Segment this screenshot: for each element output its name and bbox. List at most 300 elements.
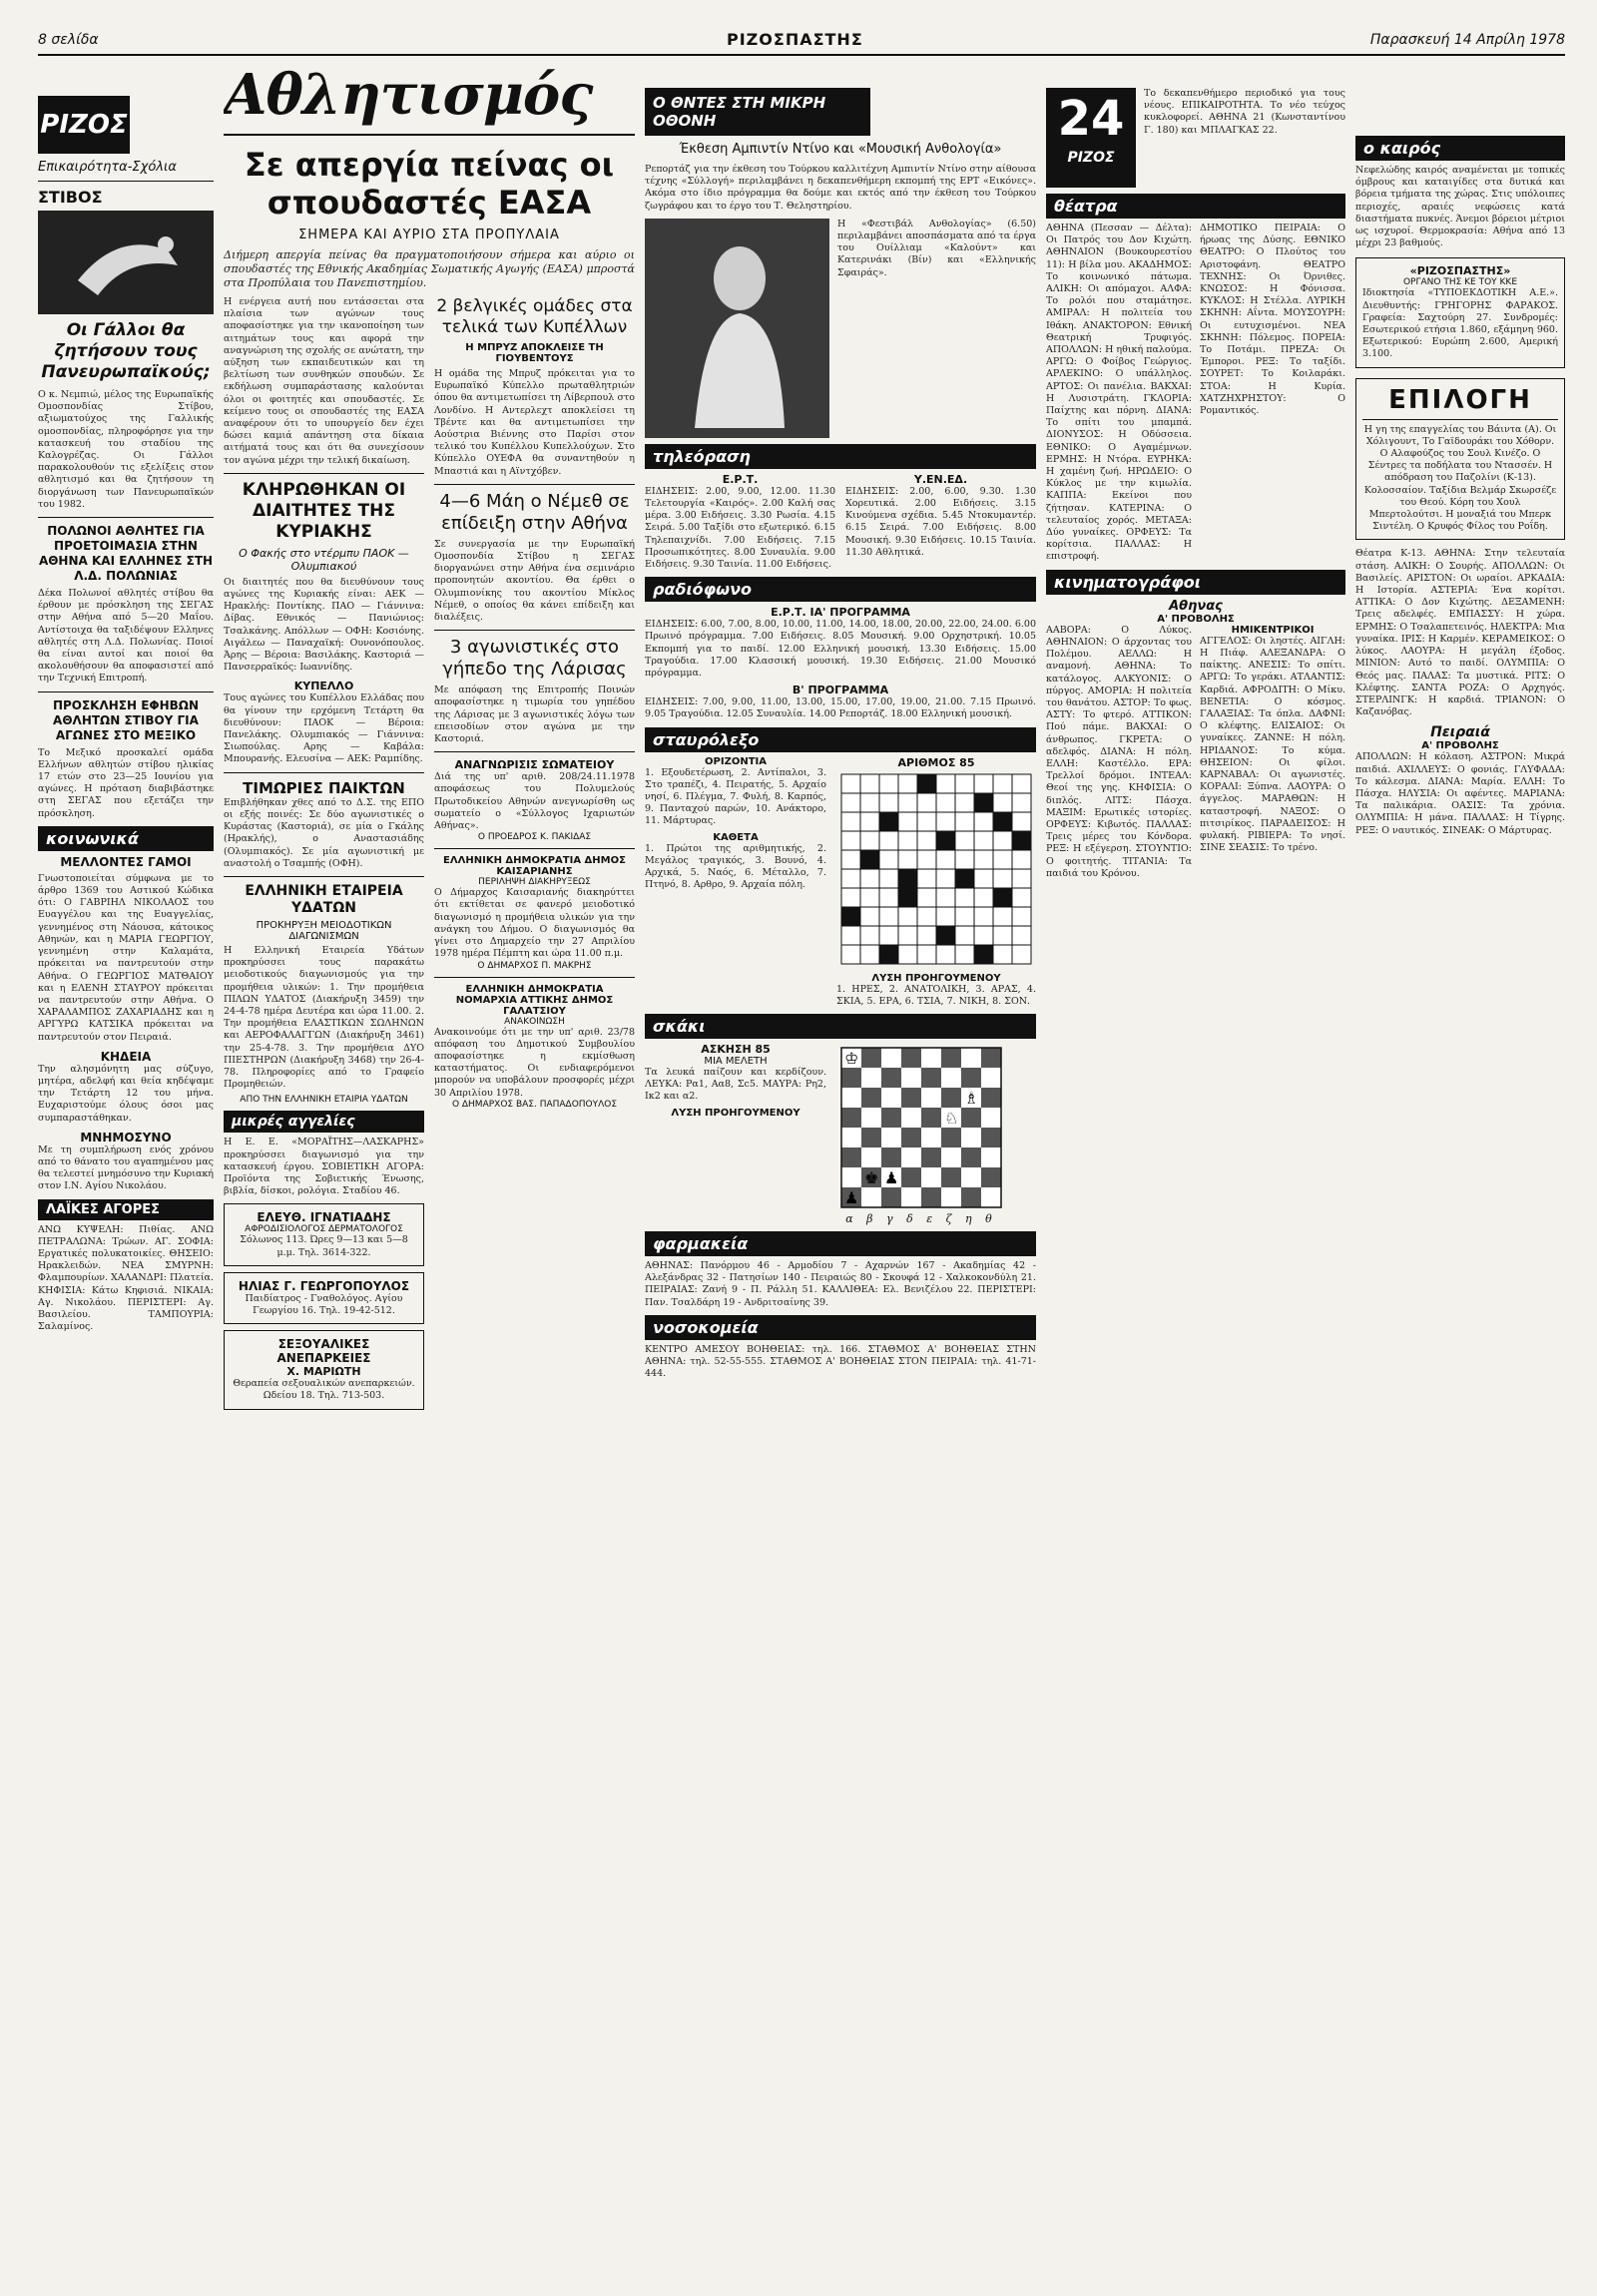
section-bar-cinemas: κινηματογράφοι	[1046, 570, 1345, 595]
cup-body: Τους αγώνες του Κυπέλλου Ελλάδας που θα γίνουν την ερχόμενη Τετάρτη θα διευθύνουν: ΠΑΟΚ — Βέροια: Πανελάκης. Ολυμπιακός — Γιάννινα: Σιωπούλας. Αρης — Καβάλα: Μπουρανής. Ελευσίνα — ΑΕΚ: Ραμπίδης.	[224, 692, 424, 765]
crossword-cell[interactable]	[974, 831, 993, 850]
crossword-cell[interactable]	[993, 850, 1012, 869]
section-bar-pharmacies: φαρμακεία	[645, 1231, 1036, 1256]
crossword-cell[interactable]	[898, 774, 917, 793]
ad-name: ΕΛΕΥΘ. ΙΓΝΑΤΙΑΔΗΣ	[257, 1210, 391, 1225]
crossword-cell[interactable]	[841, 831, 860, 850]
crossword-cell[interactable]	[917, 926, 936, 945]
column-broadcast	[645, 62, 1036, 2275]
chess-square	[841, 1167, 861, 1187]
piraeus-head: Πειραιά	[1430, 724, 1490, 741]
crossword-cell[interactable]	[974, 774, 993, 793]
chess-square	[921, 1187, 941, 1207]
yened-schedule: ΕΙΔΗΣΕΙΣ: 2.00, 6.00, 9.30. 1.30 Χορευτικά. 2.00 Ειδήσεις. 3.15 Κινούμενα σχέδια. 5.45 Ντοκυμαντέρ. 6.15 Σειρά. 7.00 Ειδήσεις. 8.00 Μουσική. 9.30 Ειδήσεις. 10.15 Ταινία. 11.30 Αθλητικά.	[845, 485, 1036, 558]
ad-name: ΗΛΙΑΣ Γ. ΓΕΩΡΓΟΠΟΥΛΟΣ	[238, 1278, 410, 1293]
column-title: ΣΤΙΒΟΣ	[38, 188, 103, 207]
column-sports	[38, 62, 214, 2275]
chess-square	[921, 1148, 941, 1167]
union-sign: Ο ΠΡΟΕΔΡΟΣ Κ. ΠΑΚΙΔΑΣ	[477, 832, 592, 843]
chess-square	[941, 1128, 961, 1148]
crossword-cell[interactable]	[1012, 926, 1031, 945]
section-bar-hospitals: νοσοκομεία	[645, 1315, 1036, 1340]
chess-square	[901, 1108, 921, 1128]
chess-square	[901, 1187, 921, 1207]
section-bar-radio: ραδιόφωνο	[645, 577, 1036, 602]
chess-square	[901, 1167, 921, 1187]
ads-body: Η Ε. Ε. «ΜΟΡΑΪΤΗΣ—ΛΑΣΚΑΡΗΣ» προκηρύσσει διαγωνισμό για την κατασκευή έργου. ΣΟΒΙΕΤΙΚΗ ΑΓΟΡΑ: Προϊόντα της Σοβιετικής Ένωσης, βιβλία, δίσκοι, ρολόγια. Σταδίου 46.	[224, 1137, 424, 1197]
chess-square	[921, 1068, 941, 1088]
water-head: ΕΛΛΗΝΙΚΗ ΕΤΑΙΡΕΙΑ ΥΔΑΤΩΝ	[245, 882, 403, 916]
crossword-cell[interactable]	[936, 774, 955, 793]
memorial-body: Με τη συμπλήρωση ενός χρόνου από το θάνατο του αγαπημένου μας θα τελεστεί μνημόσυνο την Κυριακή στον Ι.Ν. Αγίου Νικολάου.	[38, 1144, 214, 1192]
chess-square	[861, 1187, 881, 1207]
radio-schedule-1: ΕΙΔΗΣΕΙΣ: 6.00, 7.00, 8.00, 10.00, 11.00, 14.00, 18.00, 20.00, 22.00, 24.00. 6.00 Πρωινό πρόγραμμα. 7.00 Ειδήσεις. 8.05 Μουσική. 9.00 Ορχηστρική. 10.05 Εκπομπή για το παιδί. 12.00 Ελληνική μουσική. 13.30 Ειδήσεις. 15.00 Τραγούδια. 17.00 Κλασσική μουσική. 19.30 Ειδήσεις. 21.00 Μουσικό πρόγραμμα.	[645, 619, 1036, 680]
chess-square	[861, 1048, 881, 1068]
main-body: Η ενέργεια αυτή που εντάσσεται στα πλαίσια των αγώνων τους αποφασίστηκε για την ικανοποίηση των αιτημάτων τους και αφορά την αναγνώριση της σχολής σε ανώτατη, την αύξηση των εκπαιδευτικών και τη βελτίωση των συνθηκών σπουδών. Σε εκδήλωση συμπαράστασης καλούνται όλοι οι φοιτητές και σπουδαστές. Σε κείμενο τους οι σπουδαστές της ΕΑΣΑ αναφέρουν ότι το υπουργείο δεν έχει δώσει καμιά απάντηση στα δίκαια αιτήματά τους και ότι θα συνεχίσουν τον αγώνα μέχρι την τελική δικαίωση.	[224, 296, 424, 466]
chess-square	[921, 1048, 941, 1068]
crossword-cell[interactable]	[974, 793, 993, 812]
crossword-cell[interactable]	[917, 869, 936, 888]
crossword-cell[interactable]	[879, 831, 898, 850]
crossword-cell[interactable]	[955, 926, 974, 945]
cinema-first-run: Α' ΠΡΟΒΟΛΗΣ	[1157, 613, 1235, 625]
chess-square	[861, 1088, 881, 1108]
belgian-sub: Η ΜΠΡΥΖ ΑΠΟΚΛΕΙΣΕ ΤΗ ΓΙΟΥΒΕΝΤΟΥΣ	[465, 342, 604, 364]
channel-yened: Υ.ΕΝ.ΕΔ.	[913, 472, 968, 486]
chess-square	[881, 1128, 901, 1148]
crossword-cell[interactable]	[936, 869, 955, 888]
athlete-photo	[38, 211, 214, 314]
nemeth-head: 4—6 Μάη ο Νέμεθ σε επίδειξη στην Αθήνα	[439, 490, 630, 534]
column-theatres	[1046, 62, 1345, 2275]
larissa-head: 3 αγωνιστικές στο γήπεδο της Λάρισας	[442, 637, 627, 681]
crossword-cell[interactable]	[898, 926, 917, 945]
chess-square	[941, 1068, 961, 1088]
galatsi-sub: ΑΝΑΚΟΙΝΩΣΗ	[504, 1016, 565, 1027]
crossword-cell[interactable]	[955, 831, 974, 850]
ad-specialty: ΑΦΡΟΔΙΣΙΟΛΟΓΟΣ ΔΕΡΜΑΤΟΛΟΓΟΣ	[245, 1224, 403, 1235]
crossword-cell[interactable]	[898, 812, 917, 831]
chess-square	[881, 1108, 901, 1128]
chess-square	[841, 1068, 861, 1088]
crossword-cell[interactable]	[879, 812, 898, 831]
crossword-cell[interactable]	[917, 850, 936, 869]
galatsi-sign: Ο ΔΗΜΑΡΧΟΣ ΒΑΣ. ΠΑΠΑΔΟΠΟΥΛΟΣ	[451, 1099, 618, 1110]
chess-square	[841, 1088, 861, 1108]
masthead-box	[1355, 257, 1565, 367]
section-bar-theatres: θέατρα	[1046, 194, 1345, 219]
radio-schedule-2: ΕΙΔΗΣΕΙΣ: 7.00, 9.00, 11.00, 13.00, 15.00, 17.00, 19.00, 21.00. 7.15 Πρωινό. 9.05 Τραγούδια. 12.05 Συναυλία. 14.00 Ρεπορτάζ. 18.00 Ελληνική μουσική.	[645, 696, 1036, 720]
chess-study: ΜΙΑ ΜΕΛΕΤΗ	[704, 1056, 768, 1068]
crossword-cell[interactable]	[936, 945, 955, 964]
chess-piece: ♗	[964, 1089, 979, 1109]
magazine-number: 24	[1057, 91, 1125, 147]
crossword-cell[interactable]	[936, 812, 955, 831]
crossword-cell[interactable]	[879, 850, 898, 869]
chess-exercise: ΑΣΚΗΣΗ 85	[701, 1043, 771, 1057]
crossword-cell[interactable]	[1012, 774, 1031, 793]
chess-square	[941, 1187, 961, 1207]
chess-solution: ΛΥΣΗ ΠΡΟΗΓΟΥΜΕΝΟΥ	[671, 1107, 800, 1119]
article-body: Δέκα Πολωνοί αθλητές στίβου θα έρθουν με πρόσκληση της ΣΕΓΑΣ στην Αθήνα από 5—20 Μαΐου. Αντίστοιχα θα ταξιδέψουν Ελληνες αθλητές στη Λ.Δ. Πολωνίας. Ποιοί θα είναι αυτοί και ποιοί θα ακολουθήσουν θα αποφασιστεί από την Τεχνική Επιτροπή.	[38, 588, 214, 685]
cinema-city: Αθηνας	[1169, 598, 1223, 614]
section-bar-weather: ο καιρός	[1355, 136, 1565, 161]
column-students	[224, 62, 635, 2275]
chess-square	[981, 1187, 1001, 1207]
crossword-cell[interactable]	[974, 907, 993, 926]
section-bar-tv: τηλεόραση	[645, 444, 1036, 469]
singer-photo	[645, 219, 829, 438]
crossword-cell[interactable]	[936, 907, 955, 926]
crossword-cell[interactable]	[841, 869, 860, 888]
chess-square	[941, 1167, 961, 1187]
radio-program-2: Β' ΠΡΟΓΡΑΜΜΑ	[792, 684, 889, 697]
crossword-cell[interactable]	[860, 869, 879, 888]
chess-square	[961, 1187, 981, 1207]
high-jumper-image	[38, 211, 214, 314]
crossword-cell[interactable]	[955, 907, 974, 926]
crossword-cell[interactable]	[955, 774, 974, 793]
chess-square	[901, 1048, 921, 1068]
crossword-cell[interactable]	[993, 793, 1012, 812]
crossword-cell[interactable]	[1012, 945, 1031, 964]
down-label: ΚΑΘΕΤΑ	[713, 831, 759, 843]
radio-program-1: Ε.Ρ.Τ. ΙΑ' ΠΡΟΓΡΑΜΜΑ	[771, 606, 910, 620]
social-body: Γνωστοποιείται σύμφωνα με το άρθρο 1369 του Αστικού Κώδικα ότι: Ο ΓΑΒΡΙΗΛ ΝΙΚΟΛΑΟΣ του Ευαγγέλου και της Ευαγγελίας, γεννημένος στη Νάουσα, κάτοικος Αθηνών, και η ΜΑΡΙΑ ΓΕΩΡΓΙΟΥ, γεννημένη στην Καλαμάτα, πρόκειται να παντρευτούν στην Αθήνα. Ο ΓΕΩΡΓΙΟΣ ΜΑΤΘΑΙΟΥ και η ΕΛΕΝΗ ΣΤΑΥΡΟΥ πρόκειται να παντρευτούν στην Αθήνα. Ο ΧΑΡΑΛΑΜΠΟΣ ΖΑΧΑΡΙΑΔΗΣ και η ΑΡΓΥΡΩ ΚΑΤΣΙΚΑ πρόκειται να παντρευτούν στον Πειραιά.	[38, 872, 214, 1043]
crossword-cell[interactable]	[1012, 793, 1031, 812]
crossword-cell[interactable]	[936, 926, 955, 945]
crossword-cell[interactable]	[993, 831, 1012, 850]
crossword-cell[interactable]	[936, 888, 955, 907]
across-label: ΟΡΙΖΟΝΤΙΑ	[705, 755, 767, 767]
cup-head: ΚΥΠΕΛΛΟ	[293, 680, 354, 693]
chess-square	[841, 1128, 861, 1148]
ad-body: Θεραπεία σεξουαλικών ανεπαρκειών. Ωδείου 18. Τηλ. 713-503.	[233, 1378, 415, 1402]
crossword-cell[interactable]	[993, 812, 1012, 831]
crossword-cell[interactable]	[841, 850, 860, 869]
crossword-cell[interactable]	[860, 831, 879, 850]
section-bar-markets: ΛΑΪΚΕΣ ΑΓΟΡΕΣ	[38, 1199, 214, 1220]
main-subhead: ΣΗΜΕΡΑ ΚΑΙ ΑΥΡΙΟ ΣΤΑ ΠΡΟΠΥΛΑΙΑ	[298, 228, 560, 242]
referee-body: Οι διαιτητές που θα διευθύνουν τους αγώνες της Κυριακής είναι: ΑΕΚ — Ηρακλής: Ποντίκης. ΠΑΟ — Γιάννινα: Δίβας. Εθνικός — Πανιώνιος: Τσαλκάνης. Απόλλων — ΟΦΗ: Κοσιόνης. Αιγάλεω — Παναχαϊκή: Ουνονόπουλος. Άρης — Βέροια: Βασιλάκης. Καστοριά — Πανσερραϊκός: Ιωαννίδης.	[224, 576, 424, 674]
crossword-cell[interactable]	[898, 907, 917, 926]
crossword-cell[interactable]	[898, 945, 917, 964]
crossword-cell[interactable]	[898, 793, 917, 812]
crossword-cell[interactable]	[917, 907, 936, 926]
crossword-cell[interactable]	[879, 945, 898, 964]
chess-square	[941, 1148, 961, 1167]
crossword-cell[interactable]	[936, 831, 955, 850]
chess-square	[981, 1128, 1001, 1148]
crossword-cell[interactable]	[917, 793, 936, 812]
chess-square	[921, 1128, 941, 1148]
magazine-logo: ΡΙΖΟΣ	[1067, 150, 1115, 166]
crossword-cell[interactable]	[936, 793, 955, 812]
piraeus-listings: ΑΠΟΛΛΩΝ: Η κόλαση. ΑΣΤΡΟΝ: Μικρά παιδιά. ΑΧΙΛΛΕΥΣ: Ο φονιάς. ΓΛΥΦΑΔΑ: Το κάλεσμα. ΔΙΑΝΑ: Μαρία. ΕΛΛΗ: Το Πάσχα. ΗΛΥΣΙΑ: Οι αφέντες. ΜΑΡΙΑΝΑ: Τα παλικάρια. ΟΑΣΙΣ: Τα χρόνια. ΟΛΥΜΠΙΑ: Η μάνα. ΠΑΛΛΑΣ: Η Τίγρης. ΡΕΞ: Ο ναυτικός. ΣΙΝΕΑΚ: Ο Μάρτυρας.	[1355, 751, 1565, 836]
crossword-cell[interactable]	[1012, 831, 1031, 850]
social-head: ΜΕΛΛΟΝΤΕΣ ΓΑΜΟΙ	[60, 854, 192, 869]
union-body: Διά της υπ' αριθ. 208/24.11.1978 αποφάσεως του Πολυμελούς Πρωτοδικείου Αθηνών ανεγνωρίσθη ως σωματείο ο «Σύλλογος Ιχαριωτών Αθήνας».	[434, 771, 635, 832]
chess-text: Τα λευκά παίζουν και κερδίζουν. ΛΕΥΚΑ: Ρα1, Αα8, Σc5. ΜΑΥΡΑ: Ρη2, Ικ2 και α2.	[645, 1067, 826, 1103]
crossword-cell[interactable]	[841, 945, 860, 964]
crossword-cell[interactable]	[974, 812, 993, 831]
crossword-cell[interactable]	[898, 850, 917, 869]
newspaper-page	[38, 30, 1565, 2275]
crossword-cell[interactable]	[974, 926, 993, 945]
chess-square	[961, 1148, 981, 1167]
crossword-cell[interactable]	[841, 812, 860, 831]
crossword-cell[interactable]	[955, 793, 974, 812]
selection-title: ΕΠΙΛΟΓΗ	[1362, 385, 1558, 420]
section-banner: Αθλητισμός	[224, 62, 593, 128]
photo-caption: Η «Φεστιβάλ Ανθολογίας» (6.50) περιλαμβάνει αποσπάσματα από τα έργα του Ουίλλιαμ «Καλούντ» και Κατερινάκι (Βίν) και «Ελληνικής Σφαιράς».	[837, 218, 1036, 278]
crossword-cell[interactable]	[879, 926, 898, 945]
cinema-listings-3: Θέατρα Κ-13. ΑΘΗΝΑ: Στην τελευταία στάση. ΑΛΙΚΗ: Ο Σουρής. ΑΠΟΛΛΩΝ: Οι Βασιλείς. ΑΡΙΣΤΟΝ: Οι ωραίοι. ΑΡΚΑΔΙΑ: Η Ιστορία. ΑΣΤΕΡΙΑ: Ένα κορίτσι. ΑΤΤΙΚΑ: Ο Δον Κιχώτης. ΔΕΞΑΜΕΝΗ: Τρεις αδελφές. ΕΜΠΑΣΣΥ: Η χώρα. ΕΡΜΗΣ: Ο Τσαλαπετεινός. ΗΛΕΚΤΡΑ: Μια γυναίκα. ΙΡΙΣ: Η Καρμέν. ΚΕΡΑΜΕΙΚΟΣ: Ο λύκος. ΛΑΟΥΡΑ: Η μεγάλη έξοδος. ΜΙΝΙΟΝ: Αυτό το παιδί. ΟΛΥΜΠΙΑ: Ο Θεός μας. ΠΑΛΑΣ: Τα μυστικά. ΡΙΤΣ: Ο Κλέφτης. ΣΑΝΤΑ ΡΟΖΑ: Ο Αρχηγός. ΣΤΕΡΛΙΝΓΚ: Η καρδιά. ΤΡΙΑΝΟΝ: Ο Καζανόβας.	[1355, 548, 1565, 718]
crossword-cell[interactable]	[860, 926, 879, 945]
nemeth-body: Σε συνεργασία με την Ευρωπαϊκή Ομοσπονδία Στίβου η ΣΕΓΑΣ διοργανώνει στην Αθήνα ένα σεμινάριο προπονητών ακοντίου. Θα έρθει ο Ολυμπιονίκης του ακοντίου Μίκλος Νέμεθ, ο οποίος θα κάνει επίδειξη και διαλέξεις.	[434, 538, 635, 624]
rizos-logo: ΡΙΖΟΣ	[38, 96, 130, 154]
water-sign: ΑΠΟ ΤΗΝ ΕΛΛΗΝΙΚΗ ΕΤΑΙΡΙΑ ΥΔΑΤΩΝ	[240, 1095, 408, 1106]
chess-square	[921, 1108, 941, 1128]
crossword-cell[interactable]	[955, 812, 974, 831]
crossword-cell[interactable]	[917, 945, 936, 964]
chess-square	[921, 1088, 941, 1108]
crossword-cell[interactable]	[841, 793, 860, 812]
chess-square	[901, 1068, 921, 1088]
chess-square	[981, 1068, 1001, 1088]
crossword-cell[interactable]	[993, 869, 1012, 888]
crossword-grid[interactable]	[836, 769, 1036, 969]
chess-square	[921, 1167, 941, 1187]
cinema-listings-2: ΑΓΓΕΛΟΣ: Οι ληστές. ΑΙΓΛΗ: Η Πιάφ. ΑΛΕΞΑΝΔΡΑ: Ο παίκτης. ΑΝΕΣΙΣ: Το σπίτι. ΑΡΓΩ: Το γεράκι. ΑΤΛΑΝΤΙΣ: Καρδιά. ΑΦΡΟΔΙΤΗ: Ο Μίκυ. ΒΕΝΕΤΙΑ: Ο κόσμος. ΓΑΛΑΞΙΑΣ: Τα όπλα. ΔΑΦΝΙ: Ο κλέφτης. ΕΛΙΣΑΙΟΣ: Οι γυναίκες. ΖΑΝΝΕ: Η πόλη. ΗΡΙΔΑΝΟΣ: Το κύμα. ΘΗΣΕΙΟΝ: Οι φίλοι. ΚΑΡΝΑΒΑΛ: Οι αγωνιστές. ΚΟΡΑΛΙ: Ξύπνα. ΛΑΟΥΡΑ: Ο άγγελος. ΜΑΡΑΘΩΝ: Η καταστροφή. ΝΑΞΟΣ: Ο πιτσιρίκος. ΠΑΡΑΔΕΙΣΟΣ: Η φυλακή. ΡΙΒΙΕΡΑ: Το νησί. ΣΙΝΕ ΣΕΑΣΙΣ: Το τρένο.	[1200, 635, 1345, 854]
chess-square	[981, 1167, 1001, 1187]
belgian-head: 2 βελγικές ομάδες στα τελικά των Κυπέλλων	[436, 296, 633, 337]
water-body: Η Ελληνική Εταιρεία Υδάτων προκηρύσσει τους παρακάτω μειοδοτικούς διαγωνισμούς για την προμήθεια υλικών: 1. Την προμήθεια ΠΙΛΩΝ ΥΔΑΤΟΣ (Διακήρυξη 3459) την 24-4-78 ημέρα Δευτέρα και ώρα 11.00. 2. Την προμήθεια ΕΛΑΣΤΙΚΩΝ ΣΩΛΗΝΩΝ και ΑΕΡΟΦΑΛΑΓΓΩΝ (Διακήρυξη 3461) την 25-4-78. 3. Την προμήθεια ΔΥΟ ΠΙΕΣΤΗΡΩΝ (Διακήρυξη 3468) την 26-4-78. Πληροφορίες από το Γραφείο Προμηθειών.	[224, 944, 424, 1091]
crossword-cell[interactable]	[936, 850, 955, 869]
chess-square	[881, 1088, 901, 1108]
crossword-cell[interactable]	[1012, 869, 1031, 888]
crossword-cell[interactable]	[879, 888, 898, 907]
ad-name: ΣΕΞΟΥΑΛΙΚΕΣ ΑΝΕΠΑΡΚΕΙΕΣ	[276, 1337, 371, 1366]
crossword-cell[interactable]	[974, 945, 993, 964]
crossword-cell[interactable]	[993, 926, 1012, 945]
chess-piece: ♟	[884, 1168, 899, 1188]
chess-square	[981, 1048, 1001, 1068]
crossword-cell[interactable]	[993, 888, 1012, 907]
chess-square	[881, 1068, 901, 1088]
crossword-cell[interactable]	[1012, 907, 1031, 926]
chess-square	[901, 1128, 921, 1148]
chess-square	[961, 1048, 981, 1068]
article-headline-gallic: Οι Γάλλοι θα ζητήσουν τους Πανευρωπαϊκούς;	[41, 320, 211, 382]
crossword-cell[interactable]	[974, 850, 993, 869]
weather-forecast: Νεφελώδης καιρός αναμένεται με τοπικές όμβρους και καταιγίδες στα δυτικά και βόρεια τμήματα της χώρας. Στις υπόλοιπες περιοχές, αραιές νεφώσεις κατά διαστήματα πυκνές. Άνεμοι βόρειοι μέτριοι ως ισχυροί. Θερμοκρασία: Αθήνα από 13 μέχρι 23 βαθμούς.	[1355, 165, 1565, 249]
crossword-cell[interactable]	[917, 831, 936, 850]
section-bar-social: κοινωνικά	[38, 826, 214, 851]
crossword-cell[interactable]	[917, 888, 936, 907]
belgian-body: Η ομάδα της Μπρυζ πρόκειται για το Ευρωπαϊκό Κύπελλο πρωταθλητριών όπου θα αντιμετωπίσει τη Λίβερπουλ στο Λονδίνο. Η Αντερλεχτ αποκλείσει τη Τβέντε και θα αντιμετωπίσει την Αούστρια Βιέννης στο Παρίσι στον τελικό του Κυπέλλου Κυπελλούχων. Στο Κύπελλο ΟΥΕΦΑ θα συναντηθούν η Μπαστιά και η Αϊντχόβεν.	[434, 368, 635, 477]
chess-square	[941, 1088, 961, 1108]
chess-square	[961, 1128, 981, 1148]
crossword-cell[interactable]	[898, 831, 917, 850]
column-weather	[1355, 62, 1565, 2275]
crossword-cell[interactable]	[860, 888, 879, 907]
galatsi-head: ΕΛΛΗΝΙΚΗ ΔΗΜΟΚΡΑΤΙΑ ΝΟΜΑΡΧΙΑ ΑΤΤΙΚΗΣ ΔΗΜΟΣ ΓΑΛΑΤΣΙΟΥ	[455, 983, 614, 1017]
tv-feature-body: Ρεπορτάζ για την έκθεση του Τούρκου καλλιτέχνη Αμπιντίν Ντίνο στην αίθουσα τέχνης «Σύλλογή» περιλαμβάνει η δεκαπενθήμερη εκπομπή της ΕΡΤ «Εικόνες». Ακόμα στο ίδιο πρόγραμμα θα δούμε και εκτός από την έκθεση του Τούρκου ζωγράφου και το έργο του Τ. Θεληστηρίου.	[645, 164, 1036, 212]
crossword-cell[interactable]	[974, 869, 993, 888]
chess-piece: ♟	[844, 1188, 859, 1208]
chess-square	[961, 1068, 981, 1088]
chess-piece: ♚	[864, 1168, 879, 1188]
chess-square	[881, 1187, 901, 1207]
crossword-cell[interactable]	[1012, 888, 1031, 907]
theatre-listings-1: ΑΘΗΝΑ (Πεσσαν — Δέλτα): Οι Πατρός του Δον Κιχώτη. ΑΘΗΝΑΙΟΝ (Βουκουρεστίου 11): Η βίλα μου. ΑΚΑΔΗΜΟΣ: Το κοινωνικό πάτωμα. ΑΛΙΚΗ: Οι απόμαχοι. ΑΛΦΑ: Το ρολόι που σταμάτησε. ΑΜΙΡΑΛ: Η πολιτεία του Ιθάκη. ΑΝΑΚΤΟΡΟΝ: Εθνική Θεατρική Τρυφιγός. ΑΠΟΛΛΩΝ: Η ηθική παλούμα. ΑΡΓΩ: Ο Φοίβος Γεώργιος. ΑΡΛΕΚΙΝΟ: Ο υπάλληλος. ΑΡΤΟΣ: Οι πανέλια. ΒΑΚΧΑΙ: Η Λυσιστράτη. ΓΚΛΟΡΙΑ: Παίχτης και πόρνη. ΔΙΑΝΑ: Το σπίτι του μπαμπά. ΔΙΟΝΥΣΟΣ: Η Οδύσσεια. ΕΘΝΙΚΟ: Ο Αγαμέμνων. ΕΡΜΗΣ: Η Ντόρα. ΕΥΡΗΚΑ: Η χαμένη ζωή. ΗΡΩΔΕΙΟ: Ο Κύκλος με την κιμωλία. ΚΑΠΠΑ: Εκείνοι που ζήτησαν. ΚΑΤΕΡΙΝΑ: Ο τελευταίος χορός. ΜΕΤΑΞΑ: Δύο γυναίκες. ΟΡΦΕΥΣ: Τα κορίτσια. ΠΑΛΛΑΣ: Η επιστροφή.	[1046, 223, 1192, 563]
magazine-ad: Το δεκαπενθήμερο περιοδικό για τους νέους. ΕΠΙΚΑΙΡΟΤΗΤΑ. Το νέο τεύχος κυκλοφορεί. ΑΘΗΝΑ 21 (Κωνσταντίνου Γ. 180) και ΜΠΛΑΓΚΑΣ 22.	[1144, 88, 1345, 136]
municipality-sub: ΠΕΡΙΛΗΨΗ ΔΙΑΚΗΡΥΞΕΩΣ	[478, 877, 591, 888]
crossword-cell[interactable]	[898, 888, 917, 907]
article-headline-polish: ΠΟΛΩΝΟΙ ΑΘΛΗΤΕΣ ΓΙΑ ΠΡΟΕΤΟΙΜΑΣΙΑ ΣΤΗΝ ΑΘΗΝΑ ΚΑΙ ΕΛΛΗΝΕΣ ΣΤΗ Λ.Δ. ΠΟΛΩΝΙΑΣ	[38, 524, 214, 584]
page-number: 8 σελίδα	[38, 32, 99, 48]
crossword-cell[interactable]	[917, 774, 936, 793]
markets-body: ΑΝΩ ΚΥΨΕΛΗ: Πιθίας. ΑΝΩ ΠΕΤΡΑΛΩΝΑ: Τρώων. ΑΓ. ΣΟΦΙΑ: Εργατικές πολυκατοικίες. ΘΗΣΕΙΟ: Ηρακλειδών. ΝΕΑ ΣΜΥΡΝΗ: Φλαμπουρίων. ΧΑΛΑΝΔΡΙ: Πλατεία. ΚΗΦΙΣΙΑ: Κάτω Κηφισιά. ΝΙΚΑΙΑ: Αγ. Νικολάου. ΠΕΡΙΣΤΕΡΙ: Αγ. Βασιλείου. ΤΑΜΠΟΥΡΙΑ: Σαλαμίνος.	[38, 1223, 214, 1333]
chess-square	[881, 1048, 901, 1068]
crossword-cell[interactable]	[860, 774, 879, 793]
article-body: Το Μεξικό προσκαλεί ομάδα Ελλήνων αθλητών στίβου ηλικίας 17 ετών στο 23—25 Ιουνίου για αγώνες. Η πρόταση διαβιβάστηκε στη ΣΕΓΑΣ που εξετάζει την πρόσκληση.	[38, 746, 214, 819]
crossword-cell[interactable]	[955, 945, 974, 964]
ad-box-doctor	[224, 1203, 424, 1265]
chess-square	[861, 1128, 881, 1148]
tv-feature-title: Έκθεση Αμπιντίν Ντίνο και «Μουσική Ανθολογία»	[679, 142, 1002, 157]
chess-square	[901, 1088, 921, 1108]
municipality-body: Ο Δήμαρχος Καισαριανής διακηρύττει ότι εκτίθεται σε φανερό μειοδοτικό διαγωνισμό η προμήθεια υλικών για την ανάγκη του Δήμου. Ο διαγωνισμός θα γίνει στο Δημαρχείο την 27 Απριλίου 1978 ημέρα Πέμπτη και ώρα 11.00 π.μ.	[434, 887, 635, 960]
chess-piece: ♘	[944, 1109, 959, 1129]
crossword-cell[interactable]	[879, 907, 898, 926]
crossword-cell[interactable]	[860, 907, 879, 926]
chess-square	[981, 1088, 1001, 1108]
crossword-cell[interactable]	[993, 907, 1012, 926]
referee-sub: Ο Φακής στο ντέρμπυ ΠΑΟΚ — Ολυμπιακού	[239, 546, 409, 573]
chess-square	[861, 1068, 881, 1088]
hospitals-list: ΚΕΝΤΡΟ ΑΜΕΣΟΥ ΒΟΗΘΕΙΑΣ: τηλ. 166. ΣΤΑΘΜΟΣ Α' ΒΟΗΘΕΙΑΣ ΣΤΗΝ ΑΘΗΝΑ: τηλ. 52-55-555. ΣΤΑΘΜΟΣ Α' ΒΟΗΘΕΙΑΣ ΣΤΟΝ ΠΕΙΡΑΙΑ: τηλ. 41-71-444.	[645, 1343, 1036, 1380]
funeral-head: ΚΗΔΕΙΑ	[100, 1049, 152, 1064]
pharmacies-list: ΑΘΗΝΑΣ: Πανόρμου 46 - Αρμοδίου 7 - Αχαρνών 167 - Ακαδημίας 42 - Αλεξάνδρας 32 - Πατησίων 140 - Πειραιώς 80 - Σκουφά 12 - Χαλκοκονδύλη 21. ΠΕΙΡΑΙΑΣ: Ζανή 9 - Π. Ράλλη 51. ΚΑΛΛΙΘΕΑ: Ελ. Βενιζέλου 22. ΠΕΡΙΣΤΕΡΙ: Παν. Τσαλδάρη 19 - Ανδριτσαίνης 39.	[645, 1260, 1036, 1308]
crossword-cell[interactable]	[1012, 812, 1031, 831]
ad-box-clinic	[224, 1330, 424, 1409]
main-lead: Διήμερη απεργία πείνας θα πραγματοποιήσουν σήμερα και αύριο οι σπουδαστές της Εθνικής Ακαδημίας Σωματικής Αγωγής (ΕΑΣΑ) μπροστά στα Προπύλαια του Πανεπιστημίου.	[224, 248, 635, 289]
crossword-cell[interactable]	[860, 793, 879, 812]
chess-square	[841, 1148, 861, 1167]
ad-body: Σόλωνος 113. Ώρες 9—13 και 5—8 μ.μ. Τηλ. 3614-322.	[240, 1234, 408, 1258]
chess-square	[981, 1148, 1001, 1167]
crossword-cell[interactable]	[841, 926, 860, 945]
crossword-cell[interactable]	[879, 774, 898, 793]
masthead-name: «ΡΙΖΟΣΠΑΣΤΗΣ»	[1409, 264, 1511, 278]
municipality-sign: Ο ΔΗΜΑΡΧΟΣ Π. ΜΑΚΡΗΣ	[477, 960, 592, 971]
chess-square	[881, 1148, 901, 1167]
chess-square	[961, 1108, 981, 1128]
main-headline: Σε απεργία πείνας οι σπουδαστές ΕΑΣΑ	[244, 146, 615, 222]
theatre-listings-2: ΔΗΜΟΤΙΚΟ ΠΕΙΡΑΙΑ: Ο ήρωας της Δύσης. ΕΘΝΙΚΟ ΘΕΑΤΡΟ: Ο Πλούτος του Αριστοφάνη. ΘΕΑΤΡΟ ΤΕΧΝΗΣ: Οι Όρνιθες. ΚΝΩΣΟΣ: Η Φόνισσα. ΚΥΚΛΟΣ: Η Στέλλα. ΛΥΡΙΚΗ ΣΚΗΝΗ: Αΐντα. ΜΟΥΣΟΥΡΗ: Οι ευτυχισμένοι. ΝΕΑ ΣΚΗΝΗ: Πόλεμος. ΠΟΡΕΙΑ: Το Ποτάμι. ΠΡΕΖΑ: Οι Έμποροι. ΡΕΞ: Το ταξίδι. ΣΟΥΡΕΤ: Το Κοιλαράκι. ΣΤΟΑ: Η Κυρία. ΧΑΤΖΗΧΡΗΣΤΟΥ: Ο Ρομαντικός.	[1200, 223, 1345, 417]
chess-files: α β γ δ ε ζ η θ	[845, 1212, 997, 1226]
memorial-head: ΜΝΗΜΟΣΥΝΟ	[80, 1130, 172, 1145]
crossword-cell[interactable]	[955, 850, 974, 869]
municipality-head: ΕΛΛΗΝΙΚΗ ΔΗΜΟΚΡΑΤΙΑ ΔΗΜΟΣ ΚΑΙΣΑΡΙΑΝΗΣ	[443, 855, 626, 878]
masthead-title: ΡΙΖΟΣΠΑΣΤΗΣ	[727, 30, 863, 49]
section-bar-crossword: σταυρόλεξο	[645, 727, 1036, 752]
crossword-cell[interactable]	[993, 945, 1012, 964]
section-bar-chess: σκάκι	[645, 1014, 1036, 1039]
piraeus-first-run: Α' ΠΡΟΒΟΛΗΣ	[1421, 740, 1499, 752]
ert-schedule: ΕΙΔΗΣΕΙΣ: 2.00, 9.00, 12.00. 11.30 Τελετουργία «Καιρός». 2.00 Καλή σας μέρα. 3.00 Ειδήσεις. 3.30 Ρωσία. 4.15 Σειρά. 5.00 Ταξίδι στο εξωτερικό. 6.15 Τηλεπαιχνίδι. 7.00 Ειδήσεις. 7.15 Προσωπικότητες. 8.00 Συναυλία. 9.00 Ειδήσεις. 9.30 Ταινία. 11.00 Ειδήσεις.	[645, 485, 835, 571]
crossword-cell[interactable]	[879, 793, 898, 812]
issue-date: Παρασκευή 14 Απρίλη 1978	[1369, 32, 1565, 48]
masthead-details: Ιδιοκτησία «ΤΥΠΟΕΚΔΟΤΙΚΗ Α.Ε.». Διευθυντής: ΓΡΗΓΟΡΗΣ ΦΑΡΑΚΟΣ. Γραφεία: Σαχτούρη 27. Συνδρομές: Εσωτερικού ετήσια 1.860, εξάμηνη 960. Εξωτερικού: Ευρώπη 2.600, Αμερική 3.100.	[1362, 287, 1558, 360]
selection-list: Η γη της επαγγελίας του Βάιντα (Α). Οι Χόλιγουντ, Το Γαϊδουράκι του Χόθορν. Ο Αλαφούζος του Σουλ Κινέζο. Ο Σέντρες τα ποδήλατα του Ντασσέν. Η απόδραση του Παζολίνι (Κ-13). Κολοσσαίον. Ταξίδια Βελμάρ Σκωρσέζε του Θεού. Κόρη του Χουλ Μπερτολούτσι. Η μοναξιά του Μπερκ Σιντέλη. Ο Κρυφός Φίλος του Ροΐδη.	[1363, 423, 1557, 533]
crossword-cell[interactable]	[860, 812, 879, 831]
cinema-listings-1: ΑΑΒΟΡΑ: Ο Λύκος. ΑΘΗΝΑΙΟΝ: Ο άρχοντας του Πολέμου. ΑΕΛΛΩ: Η αναμονή. ΑΘΗΝΑ: Το κατάλογος. ΑΛΚΥΟΝΙΣ: Ο πύργος. ΑΜΟΡΙΑ: Η πολιτεία του θανάτου. ΑΣΤΟΡ: Το φως. ΑΣΤΥ: Το φτερό. ΑΤΤΙΚΟΝ: Πού πάμε. ΒΑΚΧΑΙ: Ο άνθρωπος. ΓΚΡΕΤΑ: Ο αδελφός. ΔΙΑΝΑ: Η πόλη. ΕΛΛΗ: Καστέλλο. ΕΡΑ: Τρελλοί δρόμοι. ΙΝΤΕΑΛ: Θεοί της γης. ΚΗΦΙΣΙΑ: Ο διπλός. ΛΙΤΣ: Πάσχα. ΜΑΞΙΜ: Ερωτικές ιστορίες. ΟΡΦΕΥΣ: Κιβωτός. ΠΑΛΛΑΣ: Τρεις μέρες του Κόνδορα. ΡΕΞ: Η εξέγερση. ΣΤΟΥΝΤΙΟ: Ο φοιτητής. ΤΙΤΑΝΙΑ: Τα παιδιά του Κρόνου.	[1046, 624, 1192, 879]
crossword-number: ΑΡΙΘΜΟΣ 85	[897, 755, 975, 769]
ad-body: Παιδίατρος - Γναθολόγος. Αγίου Γεωργίου 16. Τηλ. 19-42-512.	[245, 1292, 403, 1316]
crossword-cell[interactable]	[879, 869, 898, 888]
chess-square	[861, 1148, 881, 1167]
chess-square	[841, 1108, 861, 1128]
water-sub: ΠΡΟΚΗΡΥΞΗ ΜΕΙΟΔΟΤΙΚΩΝ ΔΙΑΓΩΝΙΣΜΩΝ	[256, 919, 392, 942]
channel-ert: Ε.Ρ.Τ.	[722, 472, 759, 486]
chess-square	[941, 1048, 961, 1068]
crossword-cell[interactable]	[1012, 850, 1031, 869]
chess-square	[961, 1167, 981, 1187]
galatsi-body: Ανακοινούμε ότι με την υπ' αριθ. 23/78 απόφαση του Δημοτικού Συμβουλίου αποφασίστηκε η εκμίσθωση καταστήματος. Οι ενδιαφερόμενοι μπορούν να υποβάλουν προσφορές μέχρι 30 Απριλίου 1978.	[434, 1026, 635, 1099]
chess-square	[901, 1148, 921, 1167]
chess-piece: ♔	[844, 1049, 859, 1069]
down-clues: 1. Πρώτοι της αριθμητικής, 2. Μεγάλος τραγικός, 3. Βουνό, 4. Αρχικά, 5. Ναός, 6. Μέταλλο, 7. Πτηνό, 8. Αρθρο, 9. Αρχαία πόλη.	[645, 842, 826, 891]
crossword-cell[interactable]	[955, 888, 974, 907]
crossword-cell[interactable]	[860, 945, 879, 964]
crossword-cell[interactable]	[841, 907, 860, 926]
ad-box-pediatrician	[224, 1272, 424, 1324]
crossword-cell[interactable]	[955, 869, 974, 888]
crossword-cell[interactable]	[841, 774, 860, 793]
union-head: ΑΝΑΓΝΩΡΙΣΙΣ ΣΩΜΑΤΕΙΟΥ	[454, 758, 615, 772]
larissa-body: Με απόφαση της Επιτροπής Ποινών αποφασίστηκε η τιμωρία του γηπέδου της Λάρισας με 3 αγωνιστικές λόγω των επεισοδίων στον αγώνα με την Καστοριά.	[434, 685, 635, 745]
crossword-cell[interactable]	[993, 774, 1012, 793]
chess-square	[861, 1108, 881, 1128]
funeral-body: Την αλησμόνητη μας σύζυγο, μητέρα, αδελφή και θεία κηδέψαμε την Τετάρτη 12 του μήνα. Ευχαριστούμε όλους όσοι μας συμπαραστάθηκαν.	[38, 1063, 214, 1124]
running-header	[38, 30, 1565, 56]
across-clues: 1. Εξουδετέρωση, 2. Αντίπαλοι, 3. Στο τραπέζι, 4. Πειρατής, 5. Αρχαίο νησί, 6. Πλέγμα, 7. Φυλή, 8. Καρπός, 9. Πανταχού παρών, 10. Ανάκτορο, 11. Μάρτυρας.	[645, 766, 826, 827]
crossword-cell[interactable]	[841, 888, 860, 907]
solution-text: 1. ΗΡΕΣ, 2. ΑΝΑΤΟΛΙΚΗ, 3. ΑΡΑΣ, 4. ΣΚΙΑ, 5. ΕΡΑ, 6. ΤΣΙΑ, 7. ΝΙΚΗ, 8. ΣΟΝ.	[836, 983, 1036, 1007]
crossword-cell[interactable]	[860, 850, 879, 869]
section-bar-ads: μικρές αγγελίες	[224, 1111, 424, 1133]
cinema-semi-central: ΗΜΙΚΕΝΤΡΙΚΟΙ	[1231, 624, 1315, 636]
magazine-24-box	[1046, 88, 1136, 188]
crossword-cell[interactable]	[974, 888, 993, 907]
fines-body: Επιβλήθηκαν χθες από το Δ.Σ. της ΕΠΟ οι εξής ποινές: Σε δύο αγωνιστικές ο Κυράστας (Καστοριά), σε μία ο Γκάλης (Ηρακλής), ο Αναστασιάδης (Ολυμπιακός). Σε μία αγωνιστική με αναστολή ο Τσαμπής (ΟΦΗ).	[224, 796, 424, 869]
section-subtitle: Επικαιρότητα-Σχόλια	[38, 160, 177, 175]
tv-header: Ο ΘΝΤΕΣ ΣΤΗ ΜΙΚΡΗ ΟΘΟΝΗ	[645, 88, 870, 136]
masthead-organ: ΟΡΓΑΝΟ ΤΗΣ ΚΕ ΤΟΥ ΚΚΕ	[1402, 277, 1518, 288]
article-headline-mexico: ΠΡΟΣΚΛΗΣΗ ΕΦΗΒΩΝ ΑΘΛΗΤΩΝ ΣΤΙΒΟΥ ΓΙΑ ΑΓΩΝΕΣ ΣΤΟ ΜΕΞΙΚΟ	[52, 697, 200, 742]
ad-doctor: Χ. ΜΑΡΙΩΤΗ	[286, 1365, 361, 1379]
selection-box	[1355, 378, 1565, 541]
chess-board	[836, 1043, 1006, 1212]
crossword-cell[interactable]	[917, 812, 936, 831]
crossword-cell[interactable]	[898, 869, 917, 888]
referee-head: ΚΛΗΡΩΘΗΚΑΝ ΟΙ ΔΙΑΙΤΗΤΕΣ ΤΗΣ ΚΥΡΙΑΚΗΣ	[242, 479, 406, 542]
chess-square	[981, 1108, 1001, 1128]
fines-head: ΤΙΜΩΡΙΕΣ ΠΑΙΚΤΩΝ	[243, 778, 405, 797]
